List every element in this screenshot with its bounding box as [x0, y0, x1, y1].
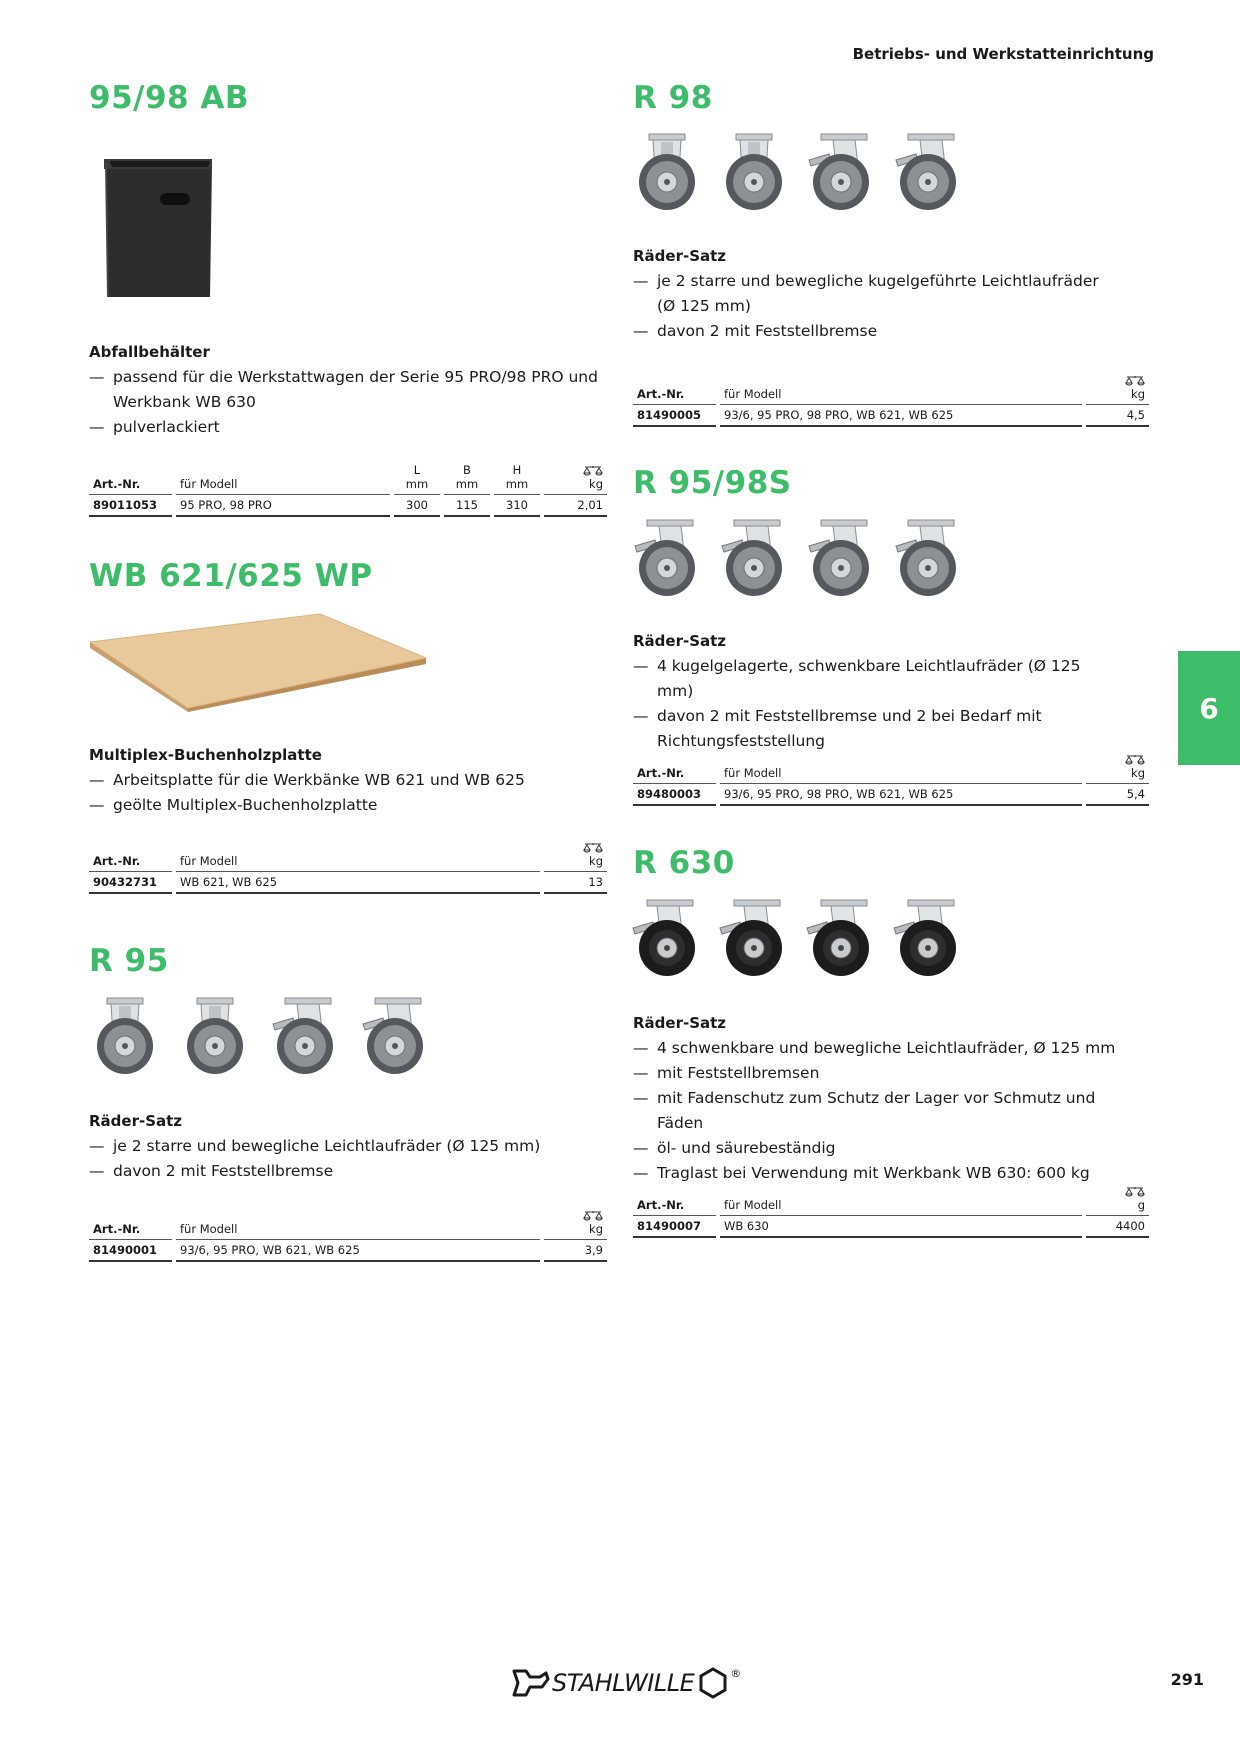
bullets-r9598s — [633, 654, 1103, 754]
caster-wheel-icon — [803, 898, 879, 978]
caster-wheel-icon — [716, 518, 792, 598]
page-number: 291 — [1170, 1670, 1204, 1689]
col-art-nr: Art.-Nr. — [633, 371, 716, 405]
cell-weight: 2,01 — [544, 495, 607, 517]
col-art-nr: Art.-Nr. — [89, 461, 172, 495]
col-modell: für Modell — [720, 750, 1082, 784]
cell-modell: 95 PRO, 98 PRO — [176, 495, 390, 517]
cell-l: 300 — [394, 495, 440, 517]
scale-icon — [583, 466, 603, 476]
caster-wheel-icon — [177, 996, 253, 1076]
header-category: Betriebs- und Werkstatteinrichtung — [852, 45, 1154, 63]
cell-weight: 13 — [544, 872, 607, 894]
scale-icon — [1125, 1187, 1145, 1197]
spec-table-r95 — [85, 1206, 611, 1262]
bullet-item: — davon 2 mit Feststellbremse und 2 bei Bedarf mit Richtungsfeststellung — [633, 704, 1103, 754]
col-modell: für Modell — [176, 461, 390, 495]
cell-art-nr: 89011053 — [89, 495, 172, 517]
cell-art-nr: 90432731 — [89, 872, 172, 894]
scale-icon — [1125, 755, 1145, 765]
col-art-nr: Art.-Nr. — [633, 750, 716, 784]
caster-wheel-icon — [357, 996, 433, 1076]
registered-mark: ® — [730, 1667, 742, 1680]
cell-modell: 93/6, 95 PRO, WB 621, WB 625 — [176, 1240, 540, 1262]
logo-text: STAHLWILLE — [552, 1669, 695, 1697]
waste-bin-image — [100, 155, 216, 300]
bullet-item: — davon 2 mit Feststellbremse — [89, 1159, 609, 1184]
col-b: B mm — [444, 461, 490, 495]
bullets-ab — [89, 365, 609, 440]
table-row — [89, 872, 607, 894]
col-l: L mm — [394, 461, 440, 495]
product-title-r9598s: R 95/98S — [633, 465, 792, 501]
cell-art-nr: 81490007 — [633, 1216, 716, 1238]
heading-ab: Abfallbehälter — [89, 343, 210, 361]
col-h: H mm — [494, 461, 540, 495]
spec-table-wp — [85, 838, 611, 894]
wheels-r630 — [629, 898, 966, 978]
spec-table-r98 — [629, 371, 1153, 427]
col-modell: für Modell — [176, 838, 540, 872]
scale-icon — [583, 1211, 603, 1221]
bullet-item: — mit Feststellbremsen — [633, 1061, 1133, 1086]
col-weight: kg — [1086, 371, 1149, 405]
wood-panel-image — [88, 612, 428, 712]
wrench-logo-icon — [510, 1665, 550, 1701]
bullets-wp — [89, 768, 609, 818]
bullet-item: — geölte Multiplex-Buchenholzplatte — [89, 793, 609, 818]
spec-table-r9598s — [629, 750, 1153, 806]
col-modell: für Modell — [720, 1182, 1082, 1216]
table-row — [633, 405, 1149, 427]
caster-wheel-icon — [890, 898, 966, 978]
caster-wheel-icon — [629, 898, 705, 978]
product-title-r630: R 630 — [633, 845, 735, 881]
bullet-item: — 4 kugelgelagerte, schwenkbare Leichtlaufräder (Ø 125 mm) — [633, 654, 1103, 704]
product-title-wp: WB 621/625 WP — [89, 558, 373, 594]
col-weight: g — [1086, 1182, 1149, 1216]
wheels-r95 — [87, 996, 433, 1076]
scale-icon — [583, 843, 603, 853]
bullets-r95 — [89, 1134, 609, 1184]
cell-modell: 93/6, 95 PRO, 98 PRO, WB 621, WB 625 — [720, 784, 1082, 806]
stahlwille-logo — [510, 1665, 741, 1701]
col-modell: für Modell — [176, 1206, 540, 1240]
cell-art-nr: 81490005 — [633, 405, 716, 427]
bullet-item: — öl- und säurebeständig — [633, 1136, 1133, 1161]
caster-wheel-icon — [267, 996, 343, 1076]
col-art-nr: Art.-Nr. — [633, 1182, 716, 1216]
caster-wheel-icon — [629, 518, 705, 598]
cell-weight: 4,5 — [1086, 405, 1149, 427]
cell-weight: 5,4 — [1086, 784, 1149, 806]
wheels-r98 — [629, 132, 966, 212]
cell-modell: WB 630 — [720, 1216, 1082, 1238]
bullet-item: — Traglast bei Verwendung mit Werkbank WB 630: 600 kg — [633, 1161, 1133, 1186]
col-weight: kg — [544, 1206, 607, 1240]
heading-wp: Multiplex-Buchenholzplatte — [89, 746, 322, 764]
wheels-r9598s — [629, 518, 966, 598]
cell-art-nr: 89480003 — [633, 784, 716, 806]
cell-art-nr: 81490001 — [89, 1240, 172, 1262]
caster-wheel-icon — [716, 132, 792, 212]
bolt-logo-icon — [696, 1666, 730, 1700]
cell-b: 115 — [444, 495, 490, 517]
heading-r630: Räder-Satz — [633, 1014, 727, 1032]
bullets-r630 — [633, 1036, 1133, 1186]
bullet-item: — passend für die Werkstattwagen der Serie 95 PRO/98 PRO und Werkbank WB 630 — [89, 365, 609, 415]
cell-h: 310 — [494, 495, 540, 517]
caster-wheel-icon — [803, 518, 879, 598]
caster-wheel-icon — [87, 996, 163, 1076]
caster-wheel-icon — [890, 132, 966, 212]
product-title-r95: R 95 — [89, 943, 169, 979]
heading-r98: Räder-Satz — [633, 247, 727, 265]
bullet-item: — mit Fadenschutz zum Schutz der Lager vor Schmutz und Fäden — [633, 1086, 1133, 1136]
col-modell: für Modell — [720, 371, 1082, 405]
chapter-tab[interactable]: 6 — [1178, 651, 1240, 765]
cell-modell: WB 621, WB 625 — [176, 872, 540, 894]
heading-r95: Räder-Satz — [89, 1112, 183, 1130]
col-weight: kg — [544, 838, 607, 872]
cell-weight: 4400 — [1086, 1216, 1149, 1238]
scale-icon — [1125, 376, 1145, 386]
table-row — [89, 495, 607, 517]
caster-wheel-icon — [716, 898, 792, 978]
product-title-ab: 95/98 AB — [89, 80, 250, 116]
cell-weight: 3,9 — [544, 1240, 607, 1262]
bullet-item: — Arbeitsplatte für die Werkbänke WB 621 und WB 625 — [89, 768, 609, 793]
product-title-r98: R 98 — [633, 80, 713, 116]
bullet-item: — je 2 starre und bewegliche Leichtlaufräder (Ø 125 mm) — [89, 1134, 609, 1159]
table-row — [633, 784, 1149, 806]
cell-modell: 93/6, 95 PRO, 98 PRO, WB 621, WB 625 — [720, 405, 1082, 427]
col-art-nr: Art.-Nr. — [89, 838, 172, 872]
spec-table-r630 — [629, 1182, 1153, 1238]
caster-wheel-icon — [629, 132, 705, 212]
bullet-item: — davon 2 mit Feststellbremse — [633, 319, 1103, 344]
caster-wheel-icon — [890, 518, 966, 598]
caster-wheel-icon — [803, 132, 879, 212]
col-art-nr: Art.-Nr. — [89, 1206, 172, 1240]
bullets-r98 — [633, 269, 1103, 344]
col-weight: kg — [544, 461, 607, 495]
table-row — [89, 1240, 607, 1262]
bullet-item: — 4 schwenkbare und bewegliche Leichtlaufräder, Ø 125 mm — [633, 1036, 1133, 1061]
spec-table-ab — [85, 461, 611, 517]
col-weight: kg — [1086, 750, 1149, 784]
heading-r9598s: Räder-Satz — [633, 632, 727, 650]
bullet-item: — pulverlackiert — [89, 415, 609, 440]
table-row — [633, 1216, 1149, 1238]
bullet-item: — je 2 starre und bewegliche kugelgeführte Leichtlaufräder (Ø 125 mm) — [633, 269, 1103, 319]
